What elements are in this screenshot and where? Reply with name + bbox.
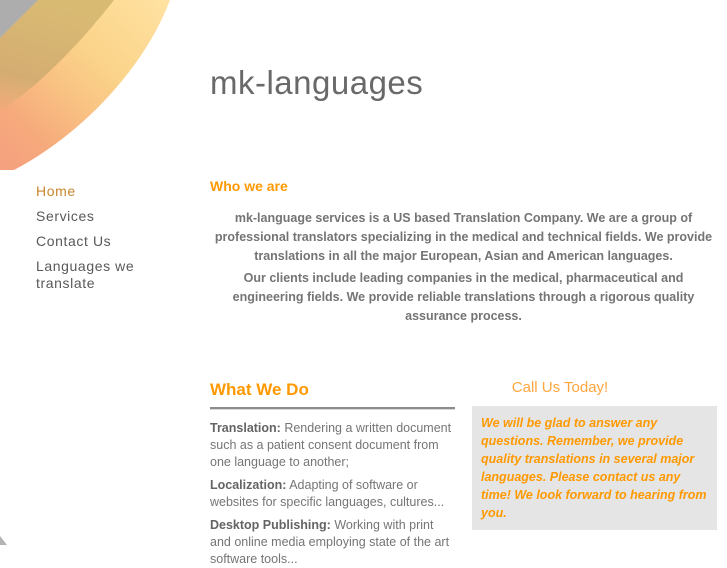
heading-divider — [210, 407, 455, 410]
service-label: Desktop Publishing: — [210, 518, 331, 532]
what-we-do-section — [210, 376, 455, 568]
service-item-desktop-publishing — [210, 517, 455, 568]
service-item-localization — [210, 477, 455, 511]
bottom-left-decoration — [0, 536, 7, 545]
sidebar-nav — [36, 183, 196, 300]
nav-item-languages-we-translate[interactable]: Languages we translate — [36, 258, 135, 291]
corner-leaves-decoration — [0, 0, 190, 178]
site-title: mk-languages — [210, 64, 424, 101]
nav-list — [36, 183, 196, 292]
service-label: Translation: — [210, 421, 281, 435]
service-text: Rendering a written document such as a patient consent document from one language to another; — [210, 421, 452, 469]
service-text: Adapting of software or websites for specific languages, cultures... — [210, 478, 445, 509]
what-we-do-heading: What We Do — [210, 380, 309, 399]
who-we-are-paragraph: mk-language services is a US based Translation Company. We are a group of professional translators specializing in the medical and technical fields. We provide translations in all the major European, Asian and American languages. — [214, 211, 713, 263]
lower-columns — [210, 376, 717, 568]
who-we-are-paragraph: Our clients include leading companies in the medical, pharmaceutical and engineering fields. We provide reliable translations through a rigorous quality assurance process. — [232, 271, 695, 323]
service-text: Working with print and online media employing state of the art software tools... — [210, 518, 450, 566]
who-we-are-section — [210, 178, 717, 326]
service-label: Localization: — [210, 478, 287, 492]
who-we-are-heading: Who we are — [210, 178, 288, 194]
service-item-translation — [210, 420, 455, 471]
contact-info-box: We will be glad to answer any questions. Remember, we provide quality translations in several major languages. Please contact us any time! We look forward to hearing from you. — [472, 406, 717, 530]
nav-item-home[interactable]: Home — [36, 183, 76, 199]
nav-item-services[interactable]: Services — [36, 208, 95, 224]
call-us-section — [472, 376, 717, 568]
call-us-heading: Call Us Today! — [511, 379, 609, 396]
nav-item-contact-us[interactable]: Contact Us — [36, 233, 112, 249]
